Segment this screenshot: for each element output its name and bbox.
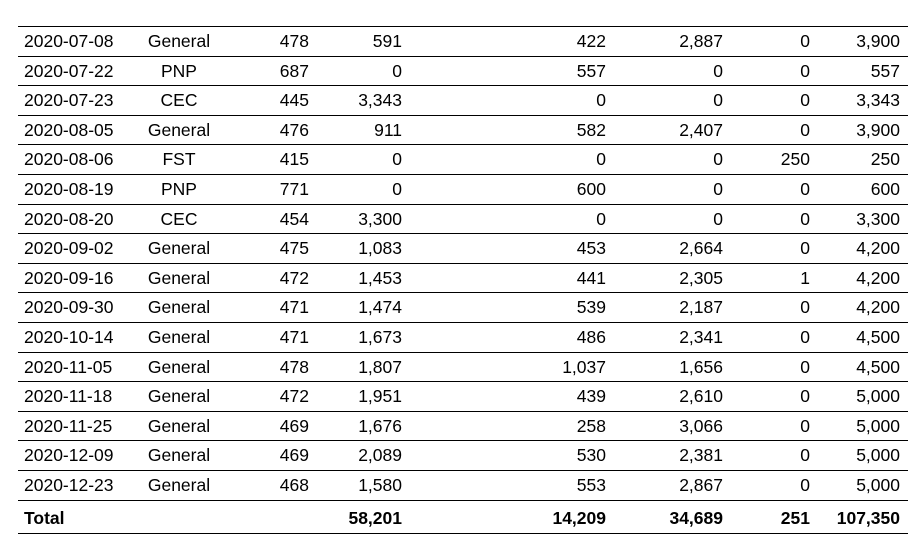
cell-date: 2020-12-23 <box>24 474 114 495</box>
cell-date: 2020-07-08 <box>24 31 114 51</box>
cell-date: 2020-08-06 <box>24 149 114 170</box>
total-value-4: 251 <box>780 507 810 528</box>
cell-type: General <box>147 386 211 407</box>
cell-row-total: 4,500 <box>856 356 900 377</box>
cell-type: General <box>147 297 211 318</box>
table-row <box>18 85 908 115</box>
cell-crs: 475 <box>279 238 309 259</box>
cell-type: General <box>147 238 211 259</box>
cell-value-1: 0 <box>392 149 402 170</box>
cell-row-total: 5,000 <box>856 415 900 436</box>
cell-value-2: 582 <box>576 119 606 140</box>
cell-value-4: 0 <box>800 90 810 111</box>
cell-value-4: 0 <box>800 208 810 229</box>
cell-date: 2020-07-23 <box>24 90 114 111</box>
cell-row-total: 5,000 <box>856 474 900 495</box>
cell-value-3: 3,066 <box>679 415 723 436</box>
cell-row-total: 557 <box>870 60 900 81</box>
table-row <box>18 174 908 204</box>
cell-type: General <box>147 445 211 466</box>
cell-crs: 771 <box>279 178 309 199</box>
table-row <box>18 56 908 86</box>
cell-value-3: 0 <box>713 208 723 229</box>
cell-type: General <box>147 474 211 495</box>
cell-value-3: 2,341 <box>679 326 723 347</box>
cell-value-4: 0 <box>800 326 810 347</box>
table-row <box>18 381 908 411</box>
cell-row-total: 3,343 <box>856 90 900 111</box>
cell-value-2: 441 <box>576 267 606 288</box>
cell-value-3: 0 <box>713 60 723 81</box>
cell-value-3: 2,305 <box>679 267 723 288</box>
cell-crs: 472 <box>279 267 309 288</box>
cell-value-2: 530 <box>576 445 606 466</box>
cell-value-1: 1,453 <box>358 267 402 288</box>
cell-value-4: 0 <box>800 415 810 436</box>
cell-value-2: 0 <box>596 149 606 170</box>
total-value-3: 34,689 <box>669 507 723 528</box>
cell-value-2: 553 <box>576 474 606 495</box>
cell-row-total: 600 <box>870 178 900 199</box>
table-row <box>18 115 908 145</box>
cell-type: General <box>147 31 211 51</box>
cell-value-3: 2,610 <box>679 386 723 407</box>
cell-value-3: 2,887 <box>679 31 723 51</box>
cell-crs: 478 <box>279 31 309 51</box>
cell-crs: 478 <box>279 356 309 377</box>
cell-value-2: 0 <box>596 208 606 229</box>
table-row <box>18 352 908 382</box>
cell-date: 2020-11-18 <box>24 386 113 407</box>
cell-value-1: 2,089 <box>358 445 402 466</box>
cell-row-total: 4,200 <box>856 238 900 259</box>
cell-value-1: 1,474 <box>358 297 402 318</box>
table-row <box>18 263 908 293</box>
cell-value-3: 0 <box>713 178 723 199</box>
cell-value-3: 2,381 <box>679 445 723 466</box>
cell-crs: 472 <box>279 386 309 407</box>
cell-value-3: 2,407 <box>679 119 723 140</box>
cell-value-4: 0 <box>800 297 810 318</box>
cell-value-1: 0 <box>392 178 402 199</box>
cell-value-4: 0 <box>800 178 810 199</box>
cell-value-1: 1,807 <box>358 356 402 377</box>
cell-row-total: 5,000 <box>856 386 900 407</box>
cell-row-total: 250 <box>870 149 900 170</box>
total-row <box>18 500 908 534</box>
cell-crs: 454 <box>279 208 309 229</box>
table-row <box>18 470 908 500</box>
cell-type: FST <box>162 149 196 170</box>
cell-type: General <box>147 267 211 288</box>
cell-type: CEC <box>160 90 198 111</box>
cell-value-3: 2,664 <box>679 238 723 259</box>
cell-value-2: 422 <box>576 31 606 51</box>
cell-value-3: 2,187 <box>679 297 723 318</box>
cell-value-1: 1,083 <box>358 238 402 259</box>
cell-value-1: 591 <box>372 31 402 51</box>
cell-value-3: 0 <box>713 90 723 111</box>
cell-value-4: 0 <box>800 386 810 407</box>
cell-value-4: 0 <box>800 31 810 51</box>
cell-date: 2020-10-14 <box>24 326 114 347</box>
cell-type: General <box>147 356 211 377</box>
cell-row-total: 3,300 <box>856 208 900 229</box>
table-row <box>18 204 908 234</box>
cell-value-1: 1,676 <box>358 415 402 436</box>
cell-date: 2020-08-05 <box>24 119 114 140</box>
cell-type: General <box>147 119 211 140</box>
cell-value-4: 0 <box>800 60 810 81</box>
cell-crs: 468 <box>279 474 309 495</box>
cell-value-1: 3,343 <box>358 90 402 111</box>
cell-row-total: 4,200 <box>856 297 900 318</box>
cell-date: 2020-09-30 <box>24 297 114 318</box>
cell-type: General <box>147 326 211 347</box>
table-row <box>18 411 908 441</box>
cell-value-4: 0 <box>800 238 810 259</box>
cell-value-3: 2,867 <box>679 474 723 495</box>
cell-value-1: 3,300 <box>358 208 402 229</box>
cell-value-2: 439 <box>576 386 606 407</box>
cell-value-2: 258 <box>576 415 606 436</box>
cell-value-1: 911 <box>374 119 402 140</box>
cell-value-1: 0 <box>392 60 402 81</box>
cell-crs: 687 <box>279 60 309 81</box>
cell-value-2: 0 <box>596 90 606 111</box>
cell-value-1: 1,673 <box>358 326 402 347</box>
cell-type: PNP <box>161 178 197 199</box>
total-value-1: 58,201 <box>348 507 402 528</box>
cell-row-total: 4,200 <box>856 267 900 288</box>
cell-type: PNP <box>161 60 197 81</box>
table-row <box>18 322 908 352</box>
table-row <box>18 440 908 470</box>
cell-crs: 469 <box>279 415 309 436</box>
total-value-2: 14,209 <box>552 507 606 528</box>
cell-row-total: 4,500 <box>856 326 900 347</box>
cell-value-2: 600 <box>576 178 606 199</box>
cell-date: 2020-11-25 <box>24 415 113 436</box>
cell-value-4: 1 <box>800 267 810 288</box>
cell-crs: 471 <box>279 326 309 347</box>
cell-value-2: 486 <box>576 326 606 347</box>
cell-value-2: 539 <box>576 297 606 318</box>
cell-value-1: 1,951 <box>358 386 402 407</box>
table-row <box>18 233 908 263</box>
cell-type: CEC <box>160 208 198 229</box>
cell-date: 2020-09-16 <box>24 267 114 288</box>
cell-date: 2020-11-05 <box>24 356 113 377</box>
cell-crs: 469 <box>279 445 309 466</box>
cell-value-4: 0 <box>800 119 810 140</box>
cell-type: General <box>147 415 211 436</box>
cell-value-2: 1,037 <box>562 356 606 377</box>
cell-row-total: 5,000 <box>856 445 900 466</box>
table-row <box>18 26 908 56</box>
table-row <box>18 292 908 322</box>
grand-total: 107,350 <box>836 507 900 528</box>
draws-table <box>18 26 908 534</box>
cell-value-3: 0 <box>713 149 723 170</box>
cell-date: 2020-12-09 <box>24 445 114 466</box>
cell-value-2: 557 <box>576 60 606 81</box>
cell-value-1: 1,580 <box>358 474 402 495</box>
cell-value-2: 453 <box>576 238 606 259</box>
cell-value-4: 0 <box>800 356 810 377</box>
cell-date: 2020-07-22 <box>24 60 114 81</box>
table-row <box>18 144 908 174</box>
cell-crs: 476 <box>279 119 309 140</box>
cell-crs: 415 <box>279 149 309 170</box>
cell-crs: 445 <box>279 90 309 111</box>
total-label: Total <box>24 507 65 528</box>
cell-row-total: 3,900 <box>856 31 900 51</box>
cell-value-3: 1,656 <box>679 356 723 377</box>
cell-crs: 471 <box>279 297 309 318</box>
cell-value-4: 0 <box>800 474 810 495</box>
cell-date: 2020-08-19 <box>24 178 114 199</box>
cell-value-4: 0 <box>800 445 810 466</box>
cell-date: 2020-09-02 <box>24 238 114 259</box>
cell-row-total: 3,900 <box>856 119 900 140</box>
cell-date: 2020-08-20 <box>24 208 114 229</box>
cell-value-4: 250 <box>780 149 810 170</box>
